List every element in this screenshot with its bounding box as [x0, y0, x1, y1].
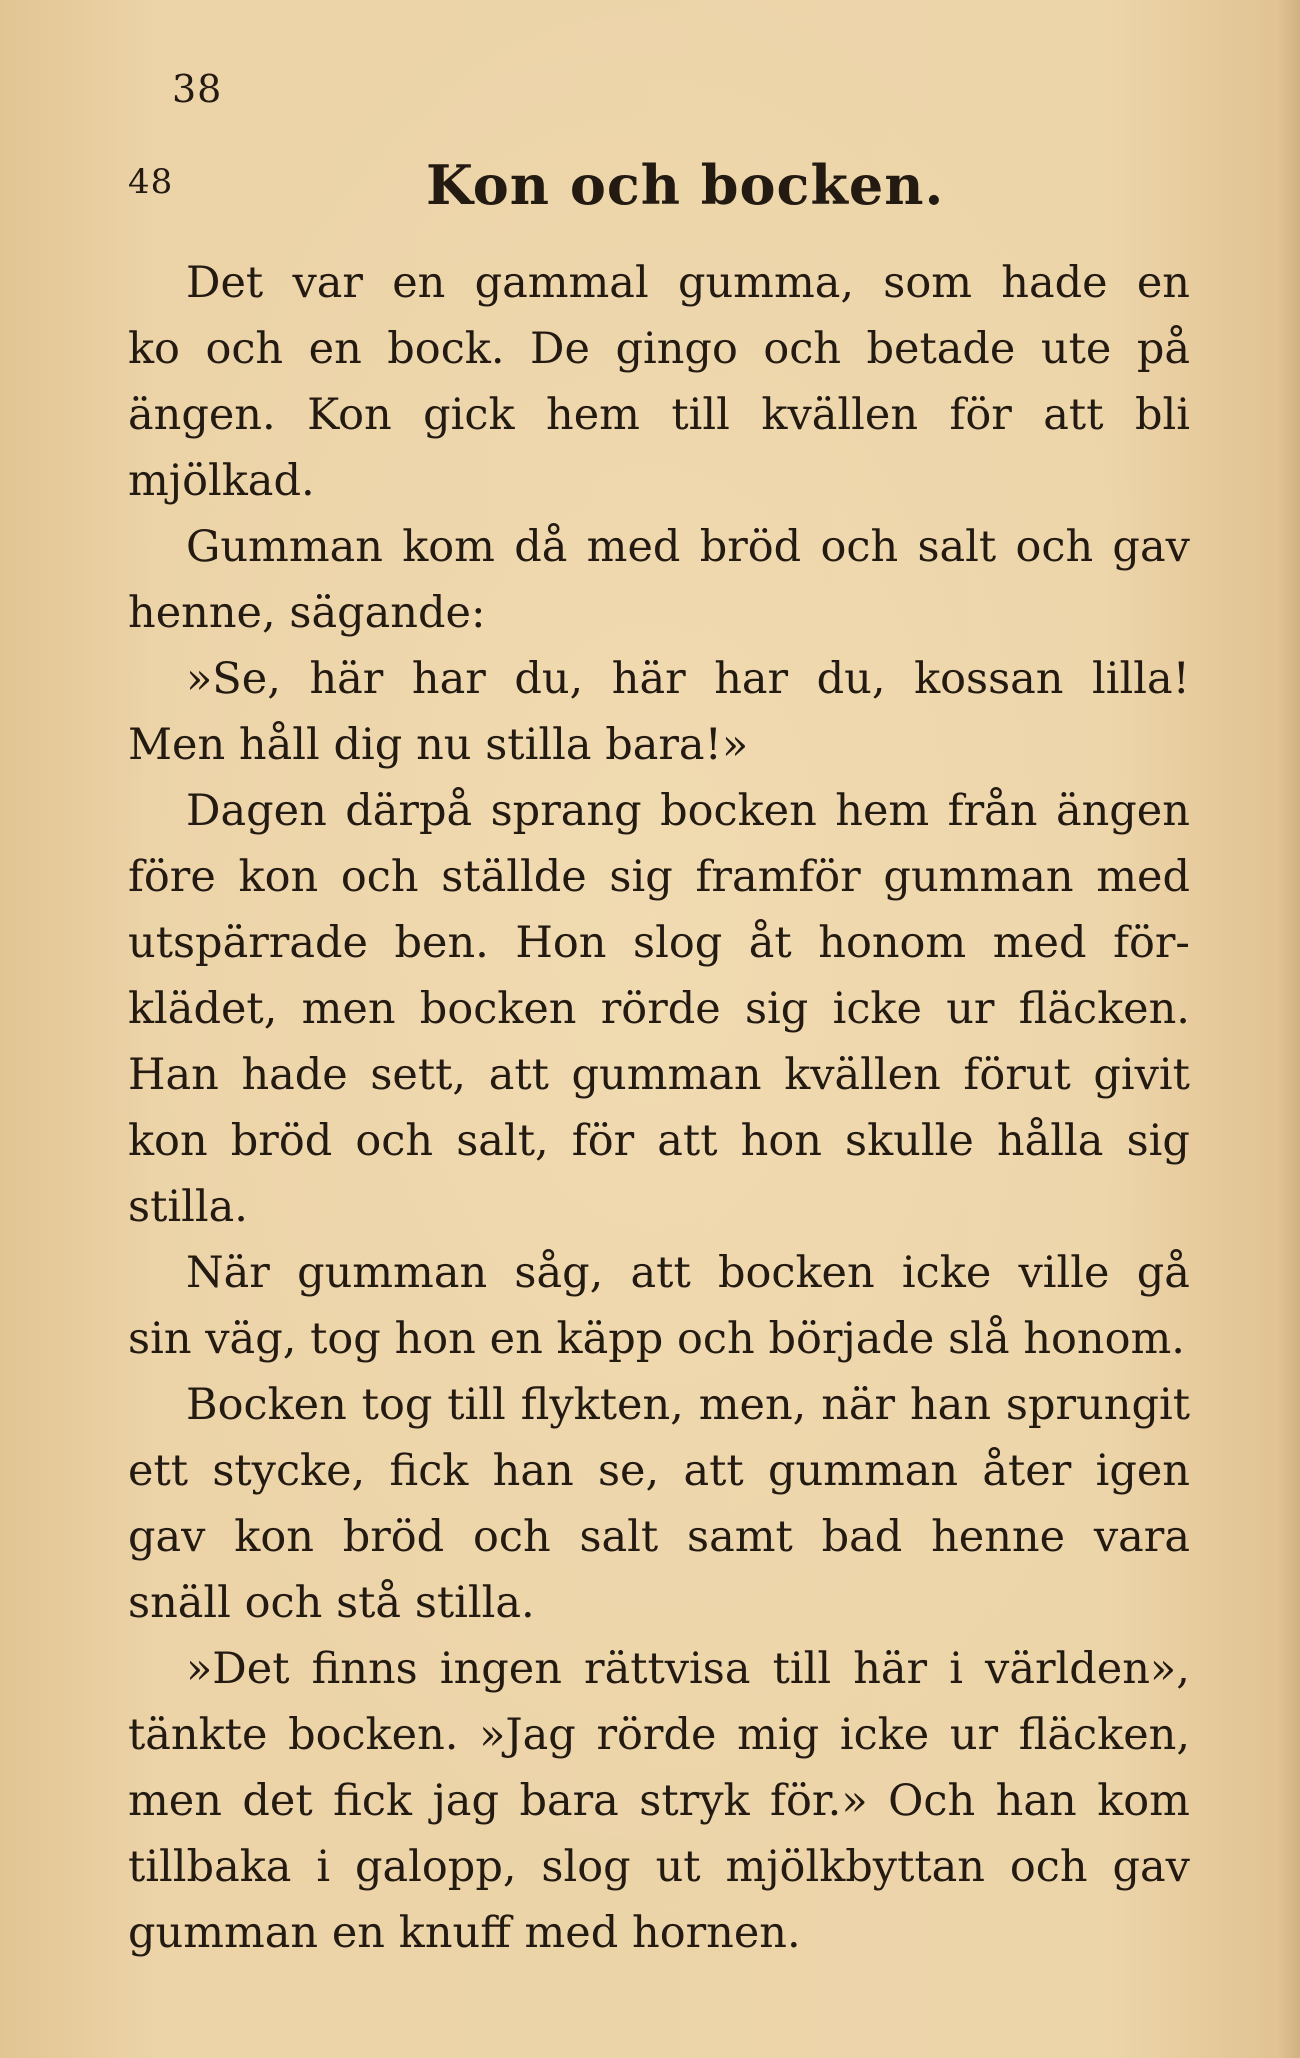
word: bröd: [699, 522, 802, 572]
word: rörde: [596, 1710, 717, 1760]
word: mjölkad.: [128, 456, 315, 506]
word: slog: [541, 1842, 631, 1892]
word: stilla: [485, 720, 592, 770]
word: och: [1009, 1842, 1088, 1892]
word: bad: [821, 1512, 903, 1562]
word: ut: [655, 1842, 701, 1892]
word: tog: [361, 1380, 433, 1430]
word: tillbaka: [128, 1842, 292, 1892]
word: kon: [238, 852, 319, 902]
word: se,: [597, 1446, 660, 1496]
word: åt: [748, 918, 792, 968]
text-line: [128, 1174, 1190, 1240]
word: ben.: [394, 918, 489, 968]
word: det: [242, 1776, 313, 1826]
word: framför: [695, 852, 861, 902]
text-line: [128, 910, 1190, 976]
word: stycke,: [212, 1446, 366, 1496]
word: håll: [238, 720, 320, 770]
word: och: [473, 1512, 551, 1562]
word: gick: [423, 390, 515, 440]
word: och: [205, 324, 284, 374]
word: fick: [333, 1776, 412, 1826]
text-line: [128, 316, 1190, 382]
word: jag: [432, 1776, 499, 1826]
word: ett: [128, 1446, 189, 1496]
word: henne: [931, 1512, 1066, 1562]
page-edge-shadow: [1278, 0, 1300, 2058]
word: ställde: [441, 852, 587, 902]
word: sett,: [370, 1050, 467, 1100]
word: bröd: [342, 1512, 445, 1562]
word: med: [586, 522, 681, 572]
word: salt,: [456, 1116, 549, 1166]
word: salt: [917, 522, 997, 572]
word: ängen: [1055, 786, 1190, 836]
word: här: [853, 1644, 928, 1694]
word: men: [301, 984, 396, 1034]
word: sprang: [490, 786, 642, 836]
word: han: [492, 1446, 574, 1496]
text-line: [128, 1768, 1190, 1834]
word: utspärrade: [128, 918, 368, 968]
word: till: [671, 390, 730, 440]
text-line: [128, 646, 1190, 712]
word: gumman: [571, 1050, 762, 1100]
word: med: [992, 918, 1087, 968]
text-line: [128, 1636, 1190, 1702]
word: hon: [394, 1314, 476, 1364]
word: att: [1043, 390, 1104, 440]
text-line: [128, 1438, 1190, 1504]
word: kvällen: [784, 1050, 941, 1100]
side-page-number: 48: [128, 162, 174, 202]
word: fläcken.: [1018, 984, 1190, 1034]
word: i: [949, 1644, 963, 1694]
word: kvällen: [761, 390, 919, 440]
word: och: [1015, 522, 1094, 572]
word: då: [514, 522, 568, 572]
word: och: [355, 1116, 434, 1166]
word: hålla: [996, 1116, 1104, 1166]
word: för: [571, 1116, 635, 1166]
word: hade: [241, 1050, 348, 1100]
word: och: [340, 852, 419, 902]
word: henne,: [128, 588, 276, 638]
word: ur: [949, 1710, 999, 1760]
word: du,: [514, 654, 584, 704]
word: flykten,: [520, 1380, 684, 1430]
word: bocken: [660, 786, 817, 836]
text-line: [128, 580, 1190, 646]
word: ko: [128, 324, 180, 374]
word: att: [630, 1248, 691, 1298]
word: bock.: [387, 324, 505, 374]
word: icke: [839, 1710, 930, 1760]
word: hornen.: [632, 1908, 801, 1958]
word: stilla.: [414, 1578, 535, 1628]
word: med: [1096, 852, 1190, 902]
word: ur: [946, 984, 995, 1034]
word: stilla.: [128, 1182, 248, 1232]
word: sprungit: [1005, 1380, 1190, 1430]
word: tog: [310, 1314, 381, 1364]
word: icke: [901, 1248, 992, 1298]
word: ingen: [439, 1644, 562, 1694]
text-line: [128, 1306, 1190, 1372]
word: gumma,: [677, 258, 855, 308]
word: bara: [519, 1776, 619, 1826]
word: hem: [835, 786, 930, 836]
word: kon: [234, 1512, 314, 1562]
word: snäll: [128, 1578, 231, 1628]
word: här: [309, 654, 384, 704]
word: rättvisa: [584, 1644, 751, 1694]
word: dig: [333, 720, 403, 770]
word: men: [128, 1776, 222, 1826]
word: sig: [744, 984, 809, 1034]
word: världen»,: [985, 1644, 1190, 1694]
word: här: [611, 654, 686, 704]
word: gav: [128, 1512, 206, 1562]
word: kon: [128, 1116, 208, 1166]
word: fick: [389, 1446, 469, 1496]
word: givit: [1093, 1050, 1190, 1100]
word: gav: [1112, 1842, 1190, 1892]
word: när: [821, 1380, 896, 1430]
text-line: [128, 1570, 1190, 1636]
word: Men: [128, 720, 226, 770]
word: en: [392, 258, 446, 308]
word: till: [772, 1644, 832, 1694]
word: »Det: [186, 1644, 290, 1694]
word: han: [995, 1776, 1077, 1826]
text-line: [128, 976, 1190, 1042]
word: »Se,: [186, 654, 281, 704]
word: ängen.: [128, 390, 276, 440]
word: och: [244, 1578, 323, 1628]
word: klädet,: [128, 984, 278, 1034]
word: en: [331, 1908, 386, 1958]
chapter-title: Kon och bocken.: [426, 153, 945, 217]
word: bocken: [419, 984, 577, 1034]
word: samt: [687, 1512, 793, 1562]
word: gumman: [297, 1248, 488, 1298]
word: att: [683, 1446, 744, 1496]
word: fläcken,: [1018, 1710, 1190, 1760]
word: vara: [1093, 1512, 1190, 1562]
word: hem: [546, 390, 640, 440]
word: en: [308, 324, 362, 374]
word: stå: [336, 1578, 402, 1628]
word: Gumman: [186, 522, 383, 572]
word: gå: [1136, 1248, 1190, 1298]
text-line: [128, 514, 1190, 580]
word: Kon: [307, 390, 392, 440]
word: en: [489, 1314, 543, 1364]
text-line: [128, 448, 1190, 514]
word: Han: [128, 1050, 219, 1100]
word: bli: [1134, 390, 1190, 440]
word: i: [316, 1842, 331, 1892]
word: väg,: [205, 1314, 297, 1364]
word: och: [677, 1314, 755, 1364]
text-line: [128, 1702, 1190, 1768]
word: till: [447, 1380, 506, 1430]
word: rörde: [600, 984, 721, 1034]
word: »Jag: [479, 1710, 576, 1760]
word: bara!»: [605, 720, 749, 770]
word: började: [768, 1314, 935, 1364]
word: för: [949, 390, 1012, 440]
word: igen: [1095, 1446, 1190, 1496]
word: Det: [186, 258, 264, 308]
word: Och: [888, 1776, 976, 1826]
word: en: [1136, 258, 1190, 308]
text-line: [128, 1504, 1190, 1570]
word: käpp: [556, 1314, 664, 1364]
word: lilla!: [1092, 654, 1190, 704]
word: på: [1136, 324, 1190, 374]
word: honom: [818, 918, 967, 968]
text-line: [128, 1834, 1190, 1900]
word: kom: [1097, 1776, 1190, 1826]
text-line: [128, 1108, 1190, 1174]
word: skulle: [845, 1116, 974, 1166]
word: knuff: [398, 1908, 511, 1958]
word: att: [488, 1050, 549, 1100]
word: ville: [1018, 1248, 1110, 1298]
word: du,: [816, 654, 886, 704]
word: nu: [416, 720, 472, 770]
word: med: [524, 1908, 619, 1958]
word: Bocken: [186, 1380, 347, 1430]
word: mig: [737, 1710, 820, 1760]
word: icke: [832, 984, 922, 1034]
word: som: [883, 258, 973, 308]
word: slog: [633, 918, 723, 968]
word: hon: [740, 1116, 822, 1166]
top-page-number: 38: [172, 67, 223, 111]
word: sägande:: [289, 588, 486, 638]
word: gammal: [474, 258, 649, 308]
word: När: [186, 1248, 270, 1298]
word: åter: [982, 1446, 1072, 1496]
word: sig: [609, 852, 673, 902]
word: kom: [402, 522, 495, 572]
word: bocken: [717, 1248, 875, 1298]
word: har: [411, 654, 486, 704]
word: var: [292, 258, 363, 308]
word: slå: [948, 1314, 1010, 1364]
word: han: [909, 1380, 992, 1430]
word: men,: [698, 1380, 807, 1430]
word: gumman: [767, 1446, 959, 1496]
word: galopp,: [354, 1842, 517, 1892]
text-line: [128, 712, 1190, 778]
text-line: [128, 1240, 1190, 1306]
text-line: [128, 778, 1190, 844]
word: hade: [1001, 258, 1108, 308]
word: sig: [1126, 1116, 1190, 1166]
text-line: [128, 1042, 1190, 1108]
word: för-: [1113, 918, 1190, 968]
word: sin: [128, 1314, 192, 1364]
word: och: [820, 522, 899, 572]
word: Hon: [515, 918, 607, 968]
word: att: [657, 1116, 718, 1166]
word: gumman: [883, 852, 1074, 902]
word: honom.: [1023, 1314, 1185, 1364]
word: De: [530, 324, 590, 374]
word: gingo: [615, 324, 738, 374]
word: stryk: [639, 1776, 750, 1826]
text-line: [128, 250, 1190, 316]
word: och: [763, 324, 842, 374]
word: förut: [963, 1050, 1071, 1100]
word: tänkte: [128, 1710, 268, 1760]
word: före: [128, 852, 216, 902]
word: därpå: [345, 786, 473, 836]
word: finns: [311, 1644, 418, 1694]
word: såg,: [514, 1248, 604, 1298]
word: kossan: [914, 654, 1064, 704]
word: salt: [579, 1512, 659, 1562]
word: har: [714, 654, 789, 704]
word: gumman: [128, 1908, 319, 1958]
text-line: [128, 844, 1190, 910]
text-line: [128, 1372, 1190, 1438]
word: ute: [1040, 324, 1112, 374]
word: för.»: [770, 1776, 868, 1826]
body-text: [128, 250, 1190, 1966]
word: Dagen: [186, 786, 327, 836]
text-line: [128, 1900, 1190, 1966]
word: gav: [1112, 522, 1190, 572]
word: bocken.: [288, 1710, 459, 1760]
word: mjölkbyttan: [725, 1842, 985, 1892]
text-line: [128, 382, 1190, 448]
word: bröd: [230, 1116, 333, 1166]
word: från: [947, 786, 1038, 836]
word: betade: [866, 324, 1016, 374]
